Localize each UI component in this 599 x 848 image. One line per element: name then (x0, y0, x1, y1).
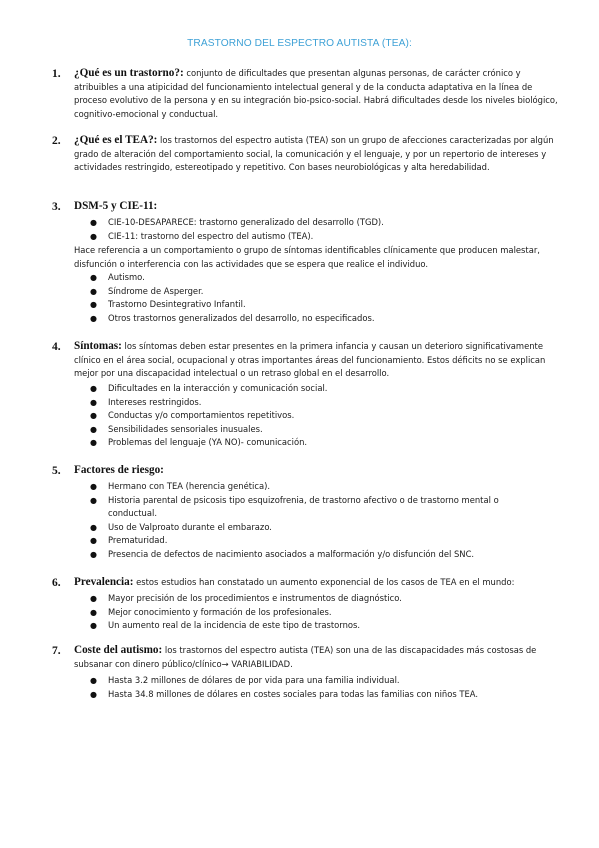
bullet-icon: ● (90, 384, 97, 393)
list-item: ● Uso de Valproato durante el embarazo. (0, 521, 528, 535)
section-5-number: 5. (52, 465, 61, 477)
section-5-heading: Factores de riesgo: (74, 464, 164, 476)
section-2-text: los trastornos del espectro autista (TEA) son un grupo de afecciones caracterizadas por algún grado de alteración del comportamiento social, la comunicación y el lenguaje, y por un repertorio de intereses y actividades restringido, estereotipado y repetitivo. Con bases neurobiológicas y alta heredabilidad. (74, 135, 554, 173)
section-3-list-a (0, 216, 599, 243)
section-4-list (0, 382, 599, 450)
section-7-paragraph (74, 644, 561, 671)
section-3-heading: DSM-5 y CIE-11: (74, 200, 158, 212)
section-1-number: 1. (52, 68, 61, 80)
bullet-icon: ● (90, 495, 97, 505)
bullet-icon: ● (90, 482, 97, 491)
section-6-heading: Prevalencia: (74, 576, 134, 588)
list-item: ● Autismo. (0, 271, 528, 285)
section-1-text: conjunto de dificultades que presentan algunas personas, de carácter crónico y atribuibles a una atipicidad del funcionamiento intelectual general y de la conducta adaptativa en la línea de proceso evolutivo de la persona y en su integración bio-psico-social. Habrá dificultades desde los niveles biológico, cognitivo-emocional y conductual. (74, 68, 558, 119)
section-4-paragraph (74, 340, 561, 381)
list-item: ● Dificultades en la interacción y comunicación social. (0, 382, 528, 396)
bullet-icon: ● (90, 676, 97, 685)
list-item: ● Problemas del lenguaje (YA NO)- comunicación. (0, 436, 528, 450)
bullet-icon: ● (90, 411, 97, 421)
bullet-icon: ● (90, 522, 97, 532)
bullet-icon: ● (90, 300, 97, 310)
list-item: ● Intereses restringidos. (0, 396, 528, 410)
list-item: ● Sensibilidades sensoriales inusuales. (0, 423, 528, 437)
section-4-number: 4. (52, 341, 61, 353)
section-6-text: estos estudios han constatado un aumento exponencial de los casos de TEA en el mundo: (133, 577, 515, 587)
list-item: ● Síndrome de Asperger. (0, 285, 528, 299)
bullet-icon: ● (90, 549, 97, 559)
section-4-text: los síntomas deben estar presentes en la primera infancia y causan un deterioro significativamente clínico en el área social, ocupacional y otras importantes áreas del funcionamiento. Estos déficits no se explican mejor por una discapacidad intelectual o un retraso global en el desarrollo. (74, 341, 546, 379)
section-1-heading: ¿Qué es un trastorno?: (74, 67, 184, 79)
section-5-paragraph (74, 464, 561, 478)
section-6-list (0, 592, 599, 633)
section-3-paragraph (74, 200, 561, 214)
list-item: ● Conductas y/o comportamientos repetitivos. (0, 409, 528, 423)
section-7-heading: Coste del autismo: (74, 644, 163, 656)
section-4-heading: Síntomas: (74, 340, 122, 352)
section-2-heading: ¿Qué es el TEA?: (74, 134, 158, 146)
section-3-text: Hace referencia a un comportamiento o grupo de síntomas identificables clínicamente que producen malestar, disfunción o interferencia con las actividades que se espera que realice el individuo. (74, 245, 540, 269)
bullet-icon: ● (90, 621, 97, 631)
list-item: ● CIE-10-DESAPARECE: trastorno generalizado del desarrollo (TGD). (0, 216, 528, 230)
list-item: ● Trastorno Desintegrativo Infantil. (0, 298, 528, 312)
section-2-paragraph (74, 134, 561, 175)
bullet-icon: ● (90, 313, 97, 323)
section-7-number: 7. (52, 645, 61, 657)
list-item: ● Historia parental de psicosis tipo esquizofrenia, de trastorno afectivo o de trastorno mental o conductual. (90, 494, 499, 519)
list-item: ● Mejor conocimiento y formación de los profesionales. (0, 606, 528, 620)
section-6-number: 6. (52, 577, 61, 589)
list-item: ● Hasta 3.2 millones de dólares de por vida para una familia individual. (0, 674, 528, 688)
list-item: ● Un aumento real de la incidencia de este tipo de trastornos. (0, 619, 528, 633)
document-title: TRASTORNO DEL ESPECTRO AUTISTA (TEA): (187, 38, 412, 49)
list-item: ● Hasta 34.8 millones de dólares en costes sociales para todas las familias con niños TEA. (0, 688, 528, 702)
section-5-list (0, 480, 599, 562)
list-item: ● Otros trastornos generalizados del desarrollo, no especificados. (0, 312, 528, 326)
bullet-icon: ● (90, 231, 97, 241)
bullet-icon: ● (90, 424, 97, 434)
section-1-paragraph (74, 67, 561, 121)
section-7-text: los trastornos del espectro autista (TEA) son una de las discapacidades más costosas de subsanar con dinero público/clínico→ VARIABILIDAD. (74, 645, 537, 669)
bullet-icon: ● (90, 397, 97, 407)
section-6-paragraph (74, 576, 561, 590)
list-item: ● Prematuridad. (0, 534, 528, 548)
bullet-icon: ● (90, 218, 97, 227)
section-2-number: 2. (52, 135, 61, 147)
bullet-icon: ● (90, 536, 97, 546)
section-3-list-b (0, 271, 599, 325)
section-3-number: 3. (52, 201, 61, 213)
bullet-icon: ● (90, 286, 97, 296)
list-item: ● CIE-11: trastorno del espectro del autismo (TEA). (0, 230, 528, 244)
bullet-icon: ● (90, 273, 97, 282)
bullet-icon: ● (90, 607, 97, 617)
list-item: ● Hermano con TEA (herencia genética). (0, 480, 528, 494)
list-item: ● Presencia de defectos de nacimiento asociados a malformación y/o disfunción del SNC. (0, 548, 528, 562)
bullet-icon: ● (90, 438, 97, 448)
list-item: ● Mayor precisión de los procedimientos e instrumentos de diagnóstico. (0, 592, 528, 606)
section-7-list (0, 674, 599, 701)
bullet-icon: ● (90, 689, 97, 699)
bullet-icon: ● (90, 594, 97, 603)
